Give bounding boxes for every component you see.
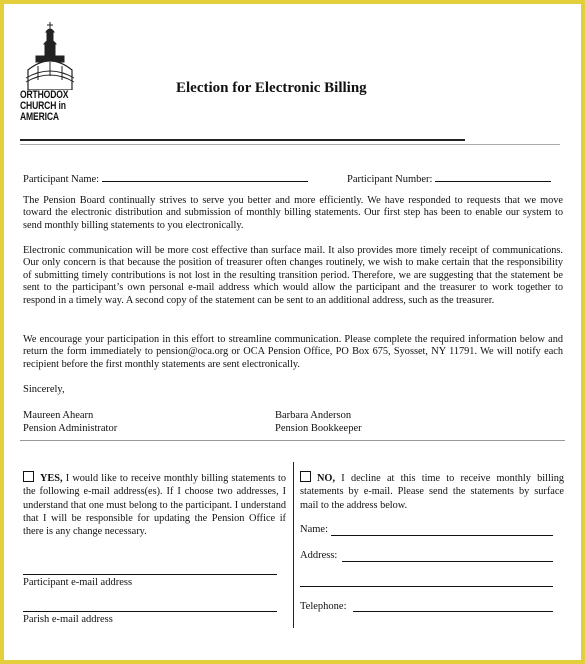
participant-email-label: Participant e-mail address — [23, 577, 133, 588]
signer-1-name: Maureen Ahearn — [23, 410, 94, 421]
signer-1 — [23, 410, 117, 435]
no-option — [300, 471, 564, 512]
yes-checkbox[interactable] — [23, 471, 34, 482]
signer-1-title: Pension Administrator — [23, 422, 118, 434]
participant-name-input[interactable] — [102, 170, 308, 182]
yes-label: YES, — [40, 473, 63, 484]
participant-number-input[interactable] — [435, 170, 551, 182]
telephone-label: Telephone: — [300, 601, 347, 612]
signer-2-name: Barbara Anderson — [275, 410, 352, 421]
address-input-1[interactable] — [342, 561, 553, 562]
no-checkbox[interactable] — [300, 471, 311, 482]
church-logo — [20, 22, 80, 142]
participant-name-field[interactable] — [23, 170, 308, 185]
encouragement-paragraph: We encourage your participation in this effort to streamline communication. Please complete the required information below and return the form immediately to pension@oca.org or OCA Pension Office, PO Box 675, Syosset, NY 11791. We will notify each recipient before the first monthly statements are sent electronically. — [23, 334, 563, 370]
no-text: I decline at this time to receive monthly billing statements by e-mail. Please send the statements by surface mail to the address below. — [300, 473, 564, 511]
header-divider-thin — [20, 144, 560, 145]
church-tower-icon — [24, 22, 76, 90]
logo-line-1: ORTHODOX — [20, 89, 69, 101]
participant-number-field[interactable] — [347, 170, 551, 185]
address-input-2[interactable] — [300, 586, 553, 587]
participant-name-label: Participant Name: — [23, 174, 100, 185]
intro-paragraph: The Pension Board continually strives to serve you better and more efficiently. We have responded to requests that we move toward the electronic distribution and submission of monthly billing statements. Our first step has been to enable our system to send monthly billing statements to you electronically. — [23, 195, 563, 231]
column-divider — [293, 462, 294, 628]
section-divider — [20, 440, 565, 441]
participant-number-label: Participant Number: — [347, 174, 433, 185]
communication-paragraph: Electronic communication will be more cost effective than surface mail. It also provides more timely receipt of communications. Our only concern is that because the position of treasurer often changes routinely, we wish to make certain that the responsibility of submitting timely contributions is not lost in the resulting transition period. Therefore, we are suggesting that the statement be sent to the participant’s own personal e-mail address which would allow the participant and the treasurer to work together to respond in a timely way. A second copy of the statement can be sent to an additional address, such as the treasurer. — [23, 245, 563, 306]
header-divider — [20, 139, 465, 141]
address-label: Address: — [300, 550, 338, 561]
closing: Sincerely, — [23, 384, 65, 395]
signer-2-title: Pension Bookkeeper — [275, 422, 362, 434]
logo-line-3: AMERICA — [20, 111, 59, 123]
participant-email-input[interactable] — [23, 574, 277, 575]
logo-line-2: CHURCH in — [20, 100, 66, 112]
yes-option — [23, 471, 286, 538]
telephone-input[interactable] — [353, 611, 553, 612]
yes-text: I would like to receive monthly billing statements to the following e-mail address(es). If I choose two addresses, I understand that one must belong to the participant. I understand that I will be responsible for updating the Pension Office if there is any change necessary. — [23, 473, 286, 538]
form-page — [4, 4, 581, 660]
parish-email-input[interactable] — [23, 611, 277, 612]
logo-text — [20, 90, 67, 123]
signer-2 — [275, 410, 362, 435]
parish-email-label: Parish e-mail address — [23, 614, 113, 625]
name-label: Name: — [300, 524, 328, 535]
no-label: NO, — [317, 473, 336, 484]
name-input[interactable] — [331, 535, 553, 536]
page-title: Election for Electronic Billing — [176, 80, 367, 96]
